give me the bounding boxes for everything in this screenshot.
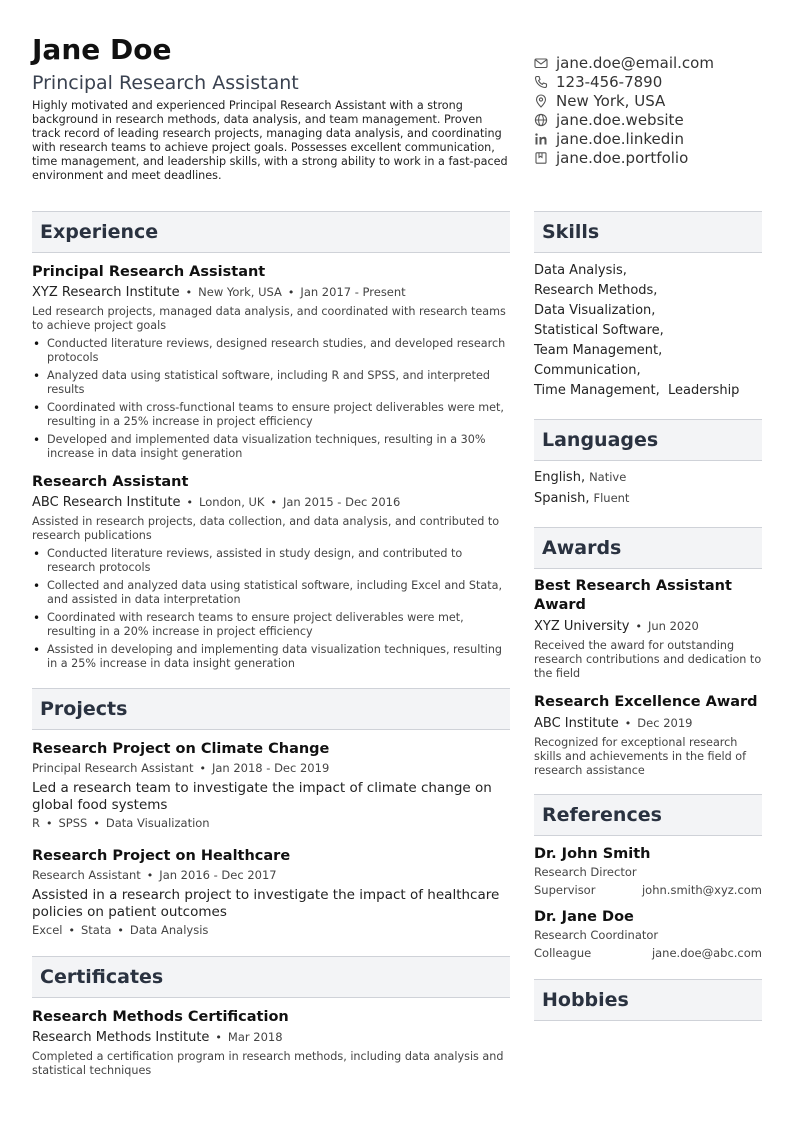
reference-position-line (534, 863, 762, 881)
certificate-description: Completed a certification program in research methods, including data analysis and statistical techniques (32, 1050, 504, 1077)
skill-item: Data Visualization, (534, 303, 656, 318)
experience-org: XYZ Research Institute (32, 285, 180, 300)
project-entry (32, 847, 510, 938)
skill-item: Team Management, (534, 343, 663, 358)
language-level: Native (589, 470, 627, 484)
reference-email[interactable]: john.smith@xyz.com (641, 883, 762, 897)
reference-name: Dr. John Smith (534, 846, 651, 862)
contact-location-text: New York, USA (556, 91, 666, 110)
certificate-org: Research Methods Institute (32, 1030, 210, 1045)
certificate-entry (32, 1008, 510, 1078)
certificate-org-line (32, 1029, 510, 1046)
skill-item: Statistical Software, (534, 323, 664, 338)
project-dates: Jan 2016 - Dec 2017 (159, 868, 277, 882)
reference-position: Research Coordinator (534, 928, 659, 942)
certificates-heading: Certificates (32, 956, 510, 998)
award-description: Recognized for exceptional research skills and achievements in the field of research assistance (534, 736, 747, 777)
language-item (534, 467, 762, 488)
project-title: Research Project on Healthcare (32, 848, 291, 864)
award-date: Jun 2020 (647, 619, 699, 633)
resume-header (32, 34, 512, 183)
hobbies-heading: Hobbies (534, 979, 762, 1021)
project-tag: Excel (32, 923, 63, 937)
language-name: English, (534, 470, 586, 485)
experience-location: London, UK (199, 495, 265, 509)
project-role-line (32, 761, 510, 776)
reference-name: Dr. Jane Doe (534, 909, 634, 925)
project-tag: Stata (80, 923, 112, 937)
languages-list (534, 467, 762, 509)
skill-item: Leadership (667, 383, 740, 398)
experience-org: ABC Research Institute (32, 495, 181, 510)
experience-dates: Jan 2017 - Present (300, 285, 406, 299)
contact-phone[interactable] (534, 72, 774, 91)
experience-bullets (32, 337, 510, 461)
award-org-line (534, 715, 762, 732)
reference-email[interactable]: jane.doe@abc.com (651, 946, 762, 960)
award-title: Research Excellence Award (534, 694, 758, 710)
project-description: Led a research team to investigate the impact of climate change on global food systems (32, 780, 492, 813)
reference-contact-line (534, 881, 762, 899)
contact-linkedin[interactable] (534, 129, 774, 148)
references-heading: References (534, 794, 762, 836)
contact-portfolio[interactable] (534, 148, 774, 167)
projects-heading: Projects (32, 688, 510, 730)
reference-relation: Supervisor (534, 883, 596, 897)
project-role: Principal Research Assistant (32, 761, 194, 775)
award-description: Received the award for outstanding research contributions and dedication to the field (534, 639, 762, 680)
experience-entry (32, 473, 510, 671)
separator-dot: • (287, 286, 295, 299)
project-entry (32, 740, 510, 831)
project-tag: Data Analysis (129, 923, 209, 937)
reference-entry (534, 908, 762, 962)
portfolio-bookmark-icon (534, 151, 548, 165)
phone-icon (534, 75, 548, 89)
contact-website[interactable] (534, 110, 774, 129)
mail-icon (534, 56, 548, 70)
project-tag: SPSS (58, 816, 88, 830)
experience-bullets (32, 547, 510, 671)
project-tag: R (32, 816, 40, 830)
contact-email-text: jane.doe@email.com (556, 53, 714, 72)
contact-linkedin-text: jane.doe.linkedin (556, 129, 684, 148)
certificate-date: Mar 2018 (227, 1030, 283, 1044)
skill-item: Communication, (534, 363, 641, 378)
experience-org-line (32, 284, 510, 301)
award-org: ABC Institute (534, 716, 619, 731)
skills-list (534, 261, 762, 401)
separator-dot: • (199, 762, 206, 775)
experience-org-line (32, 494, 510, 511)
award-entry (534, 693, 762, 778)
experience-entry (32, 263, 510, 461)
experience-role: Principal Research Assistant (32, 264, 266, 280)
candidate-name: Jane Doe (32, 33, 172, 66)
experience-heading: Experience (32, 211, 510, 253)
languages-heading: Languages (534, 419, 762, 461)
list-item: • Coordinated with research teams to ensure project deliverables were met, resulting in a 20% increase in project efficiency (32, 611, 510, 639)
separator-dot: • (117, 924, 124, 937)
skill-item: Time Management, (534, 383, 660, 398)
linkedin-icon (534, 132, 548, 146)
list-item: • Analyzed data using statistical software, including R and SPSS, and interpreted results (32, 369, 510, 397)
separator-dot: • (185, 286, 193, 299)
list-item: • Assisted in developing and implementing data visualization techniques, resulting in a 25% increase in data insight generation (32, 643, 510, 671)
list-item: • Coordinated with cross-functional teams to ensure project deliverables were met, resulting in a 25% increase in project efficiency (32, 401, 510, 429)
award-date: Dec 2019 (637, 716, 693, 730)
left-column (32, 211, 510, 1078)
skill-row (534, 381, 762, 401)
experience-summary: Assisted in research projects, data collection, and data analysis, and contributed to research publications (32, 515, 500, 542)
skill-item: Research Methods, (534, 283, 658, 298)
project-dates: Jan 2018 - Dec 2019 (211, 761, 330, 775)
contact-website-text: jane.doe.website (556, 110, 684, 129)
separator-dot: • (186, 496, 194, 509)
language-item (534, 488, 762, 509)
contact-portfolio-text: jane.doe.portfolio (556, 148, 689, 167)
globe-icon (534, 113, 548, 127)
separator-dot: • (68, 924, 75, 937)
separator-dot: • (270, 496, 277, 509)
reference-position: Research Director (534, 865, 637, 879)
contact-location (534, 91, 774, 110)
reference-contact-line (534, 944, 762, 962)
separator-dot: • (46, 817, 53, 830)
reference-relation: Colleague (534, 946, 592, 960)
contact-phone-text: 123-456-7890 (556, 72, 663, 91)
project-tags (32, 923, 510, 938)
language-level: Fluent (593, 491, 630, 505)
separator-dot: • (93, 817, 100, 830)
list-item: • Conducted literature reviews, assisted in study design, and contributed to research protocols (32, 547, 510, 575)
project-tag: Data Visualization (105, 816, 210, 830)
contact-email[interactable] (534, 53, 774, 72)
list-item: • Collected and analyzed data using statistical software, including Excel and Stata, and assisted in data interpretation (32, 579, 510, 607)
candidate-title: Principal Research Assistant (32, 72, 299, 94)
award-org-line (534, 618, 762, 635)
location-pin-icon (534, 94, 548, 108)
project-tags (32, 816, 510, 831)
profile-summary: Highly motivated and experienced Principal Research Assistant with a strong background in research methods, data analysis, and team management. Proven track record of leading research projects, managing data analysis, and coordinating with research teams to achieve project goals. Possesses excellent communication, time management, and leadership skills, with a strong ability to work in a fast-paced environment and meet deadlines. (32, 99, 508, 182)
skill-item: Data Analysis, (534, 263, 627, 278)
project-role: Research Assistant (32, 868, 141, 882)
separator-dot: • (635, 620, 642, 633)
reference-position-line (534, 926, 762, 944)
contact-block (534, 53, 774, 167)
experience-location: New York, USA (198, 285, 282, 299)
separator-dot: • (146, 869, 154, 882)
project-description: Assisted in a research project to investigate the impact of healthcare policies on patient outcomes (32, 887, 500, 920)
separator-dot: • (215, 1031, 222, 1044)
list-item: • Conducted literature reviews, designed research studies, and developed research protocols (32, 337, 510, 365)
award-entry (534, 577, 762, 681)
award-title: Best Research Assistant Award (534, 578, 732, 613)
skills-heading: Skills (534, 211, 762, 253)
award-org: XYZ University (534, 619, 630, 634)
certificate-title: Research Methods Certification (32, 1009, 289, 1025)
right-column (534, 211, 762, 1021)
experience-summary: Led research projects, managed data analysis, and coordinated with research teams to achieve project goals (32, 305, 506, 332)
separator-dot: • (624, 717, 632, 730)
project-role-line (32, 868, 510, 883)
experience-role: Research Assistant (32, 474, 189, 490)
experience-dates: Jan 2015 - Dec 2016 (282, 495, 401, 509)
awards-heading: Awards (534, 527, 762, 569)
reference-entry (534, 845, 762, 899)
language-name: Spanish, (534, 491, 590, 506)
list-item: • Developed and implemented data visualization techniques, resulting in a 30% increase in data insight generation (32, 433, 510, 461)
project-title: Research Project on Climate Change (32, 741, 330, 757)
